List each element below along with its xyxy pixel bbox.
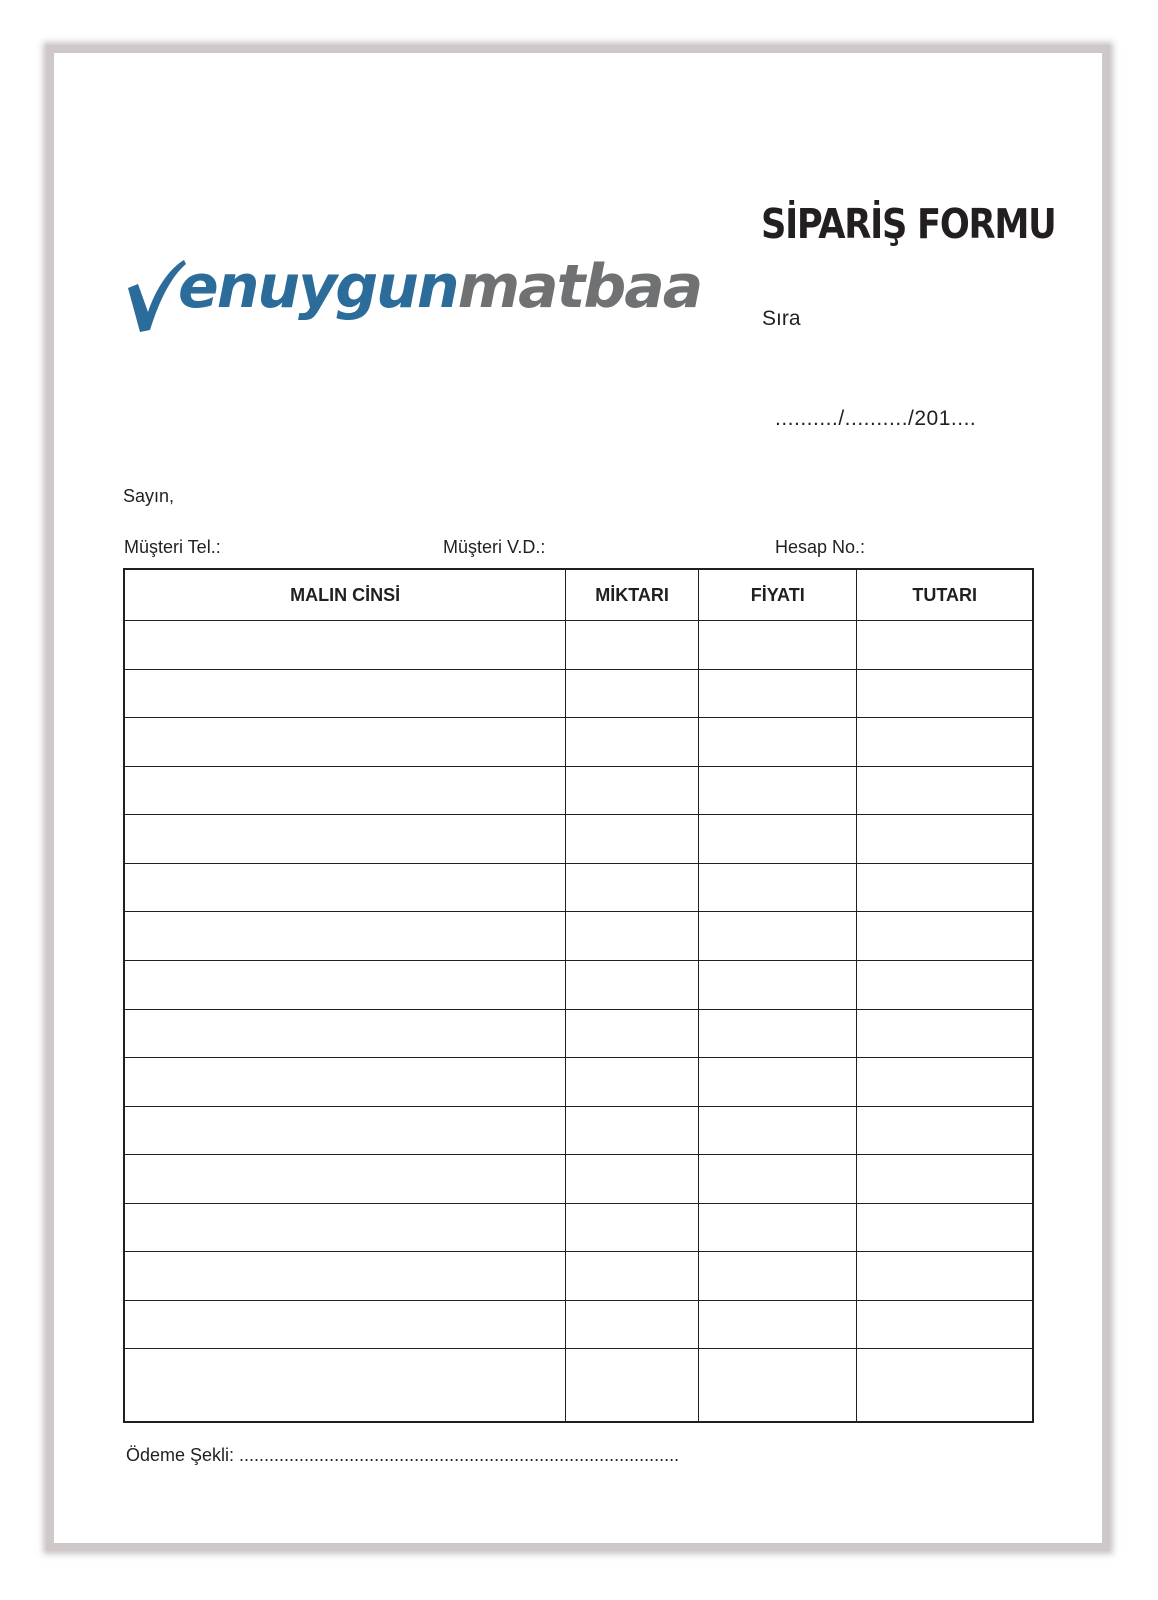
- table-body: [124, 621, 1033, 1423]
- cell-total[interactable]: [857, 863, 1033, 912]
- cell-quantity[interactable]: [566, 1106, 699, 1155]
- customer-tel-field[interactable]: Müşteri Tel.:: [124, 537, 221, 557]
- cell-total[interactable]: [857, 815, 1033, 864]
- payment-method-field[interactable]: Ödeme Şekli: ........................................................................................: [126, 1445, 680, 1465]
- cell-item[interactable]: [124, 912, 566, 961]
- cell-quantity[interactable]: [566, 1349, 699, 1422]
- logo-word-enuygun: enuygun: [178, 252, 458, 322]
- cell-price[interactable]: [698, 912, 857, 961]
- cell-total[interactable]: [857, 1155, 1033, 1204]
- table-row: [124, 621, 1033, 670]
- cell-item[interactable]: [124, 621, 566, 670]
- cell-quantity[interactable]: [566, 1252, 699, 1301]
- cell-total[interactable]: [857, 1106, 1033, 1155]
- cell-total[interactable]: [857, 766, 1033, 815]
- date-field[interactable]: ........../........../201....: [775, 407, 977, 430]
- cell-item[interactable]: [124, 718, 566, 767]
- table-row: [124, 960, 1033, 1009]
- cell-price[interactable]: [698, 1300, 857, 1349]
- cell-price[interactable]: [698, 1058, 857, 1107]
- order-table: [123, 568, 1034, 1423]
- table-row: [124, 1252, 1033, 1301]
- sira-label: Sıra: [762, 307, 801, 330]
- table-row: [124, 1349, 1033, 1422]
- table-row: [124, 1300, 1033, 1349]
- cell-item[interactable]: [124, 1203, 566, 1252]
- cell-total[interactable]: [857, 718, 1033, 767]
- cell-total[interactable]: [857, 669, 1033, 718]
- cell-item[interactable]: [124, 669, 566, 718]
- table-row: [124, 912, 1033, 961]
- table-row: [124, 718, 1033, 767]
- cell-price[interactable]: [698, 1155, 857, 1204]
- cell-quantity[interactable]: [566, 1203, 699, 1252]
- cell-item[interactable]: [124, 1106, 566, 1155]
- cell-item[interactable]: [124, 815, 566, 864]
- cell-quantity[interactable]: [566, 863, 699, 912]
- cell-quantity[interactable]: [566, 669, 699, 718]
- cell-quantity[interactable]: [566, 912, 699, 961]
- table-row: [124, 669, 1033, 718]
- cell-price[interactable]: [698, 1009, 857, 1058]
- table-row: [124, 1203, 1033, 1252]
- cell-price[interactable]: [698, 1203, 857, 1252]
- cell-price[interactable]: [698, 1349, 857, 1422]
- cell-quantity[interactable]: [566, 1058, 699, 1107]
- cell-item[interactable]: [124, 1300, 566, 1349]
- cell-item[interactable]: [124, 1009, 566, 1058]
- cell-quantity[interactable]: [566, 1009, 699, 1058]
- cell-price[interactable]: [698, 621, 857, 670]
- cell-price[interactable]: [698, 815, 857, 864]
- column-header-total: TUTARI: [857, 569, 1033, 621]
- cell-total[interactable]: [857, 1349, 1033, 1422]
- cell-total[interactable]: [857, 1009, 1033, 1058]
- cell-item[interactable]: [124, 960, 566, 1009]
- cell-quantity[interactable]: [566, 718, 699, 767]
- cell-price[interactable]: [698, 1106, 857, 1155]
- cell-item[interactable]: [124, 766, 566, 815]
- greeting-label: Sayın,: [123, 486, 175, 506]
- logo-word-matbaa: matbaa: [457, 252, 702, 322]
- cell-total[interactable]: [857, 1300, 1033, 1349]
- cell-price[interactable]: [698, 863, 857, 912]
- cell-price[interactable]: [698, 1252, 857, 1301]
- cell-total[interactable]: [857, 621, 1033, 670]
- cell-price[interactable]: [698, 718, 857, 767]
- table-row: [124, 1058, 1033, 1107]
- cell-item[interactable]: [124, 1155, 566, 1204]
- cell-item[interactable]: [124, 1252, 566, 1301]
- cell-quantity[interactable]: [566, 766, 699, 815]
- table-row: [124, 766, 1033, 815]
- account-no-field[interactable]: Hesap No.:: [775, 537, 866, 557]
- checkmark-icon: [126, 248, 186, 338]
- cell-quantity[interactable]: [566, 815, 699, 864]
- company-logo: [126, 248, 716, 338]
- cell-price[interactable]: [698, 669, 857, 718]
- table-row: [124, 1155, 1033, 1204]
- cell-total[interactable]: [857, 1203, 1033, 1252]
- cell-item[interactable]: [124, 1058, 566, 1107]
- table-row: [124, 1009, 1033, 1058]
- cell-price[interactable]: [698, 766, 857, 815]
- form-title: SİPARİŞ FORMU: [761, 200, 1056, 248]
- column-header-quantity: MİKTARI: [566, 569, 699, 621]
- cell-quantity[interactable]: [566, 1300, 699, 1349]
- column-header-item: MALIN CİNSİ: [124, 569, 566, 621]
- cell-quantity[interactable]: [566, 960, 699, 1009]
- cell-total[interactable]: [857, 912, 1033, 961]
- cell-price[interactable]: [698, 960, 857, 1009]
- cell-item[interactable]: [124, 1349, 566, 1422]
- cell-total[interactable]: [857, 1058, 1033, 1107]
- cell-total[interactable]: [857, 960, 1033, 1009]
- logo-wordmark: [178, 252, 701, 322]
- table-row: [124, 863, 1033, 912]
- table-row: [124, 815, 1033, 864]
- customer-vd-field[interactable]: Müşteri V.D.:: [443, 537, 546, 557]
- table-header-row: [124, 569, 1033, 621]
- cell-quantity[interactable]: [566, 621, 699, 670]
- cell-total[interactable]: [857, 1252, 1033, 1301]
- column-header-price: FİYATI: [698, 569, 857, 621]
- table-row: [124, 1106, 1033, 1155]
- cell-quantity[interactable]: [566, 1155, 699, 1204]
- cell-item[interactable]: [124, 863, 566, 912]
